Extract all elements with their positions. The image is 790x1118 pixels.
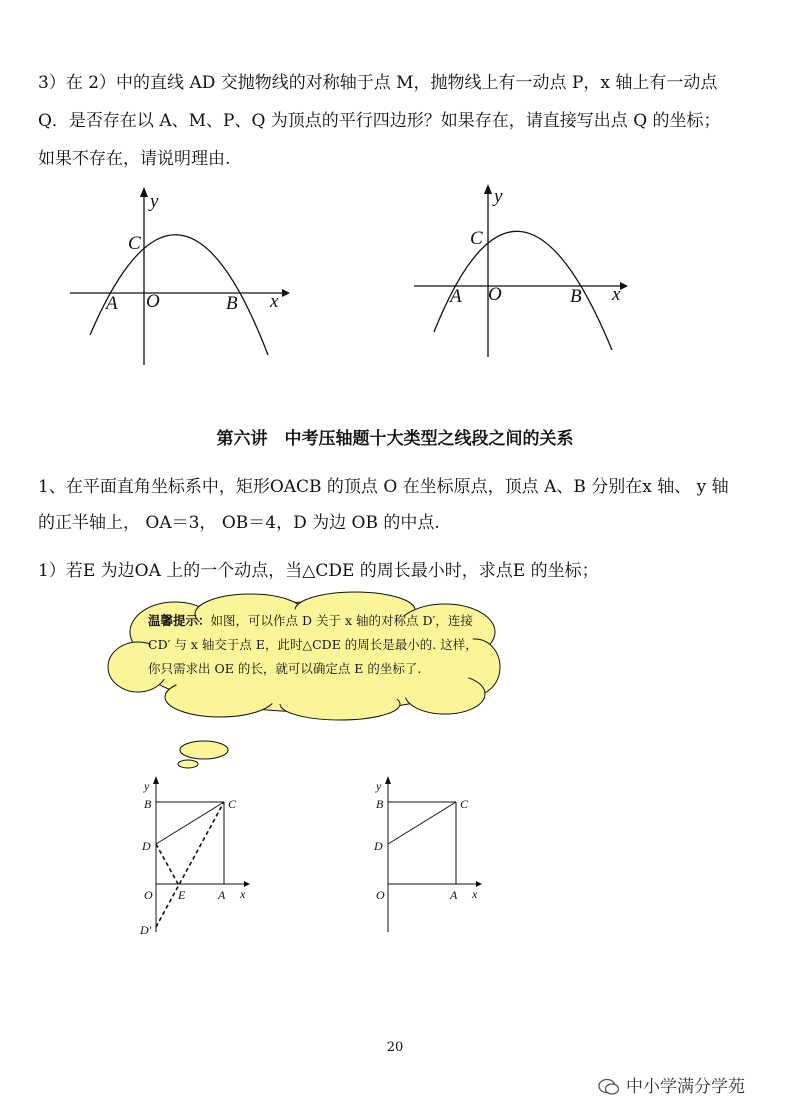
y-axis-label: y: [494, 186, 503, 207]
point-a-label: A: [450, 286, 462, 307]
point-b-label: B: [570, 286, 582, 307]
point-b-label: B: [144, 797, 152, 811]
origin-label: O: [376, 888, 385, 902]
problem1-line1: 1、在平面直角坐标系中，矩形OACB 的顶点 O 在坐标原点，顶点 A、B 分别在x 轴、 y 轴: [38, 477, 729, 497]
y-axis-label: y: [376, 779, 382, 793]
point-d-label: D: [142, 839, 151, 853]
y-axis-label: y: [144, 779, 150, 793]
origin-label: O: [488, 284, 502, 305]
hint-label: 温馨提示：: [148, 613, 211, 628]
point-c-label: C: [470, 228, 483, 249]
rectangle-figure-left: [126, 772, 276, 942]
watermark: [598, 1072, 745, 1097]
rectangle-figure-right: [358, 772, 508, 942]
point-c-label: C: [228, 797, 237, 811]
hint-body: 如图，可以作点 D 关于 x 轴的对称点 D′，连接 CD′ 与 x 轴交于点 E，此时△CDE 的周长是最小的. 这样，你只需求出 OE 的长，就可以确定点 E 的坐标了.: [148, 613, 478, 676]
problem1-sub1: 1）若E 为边OA 上的一个动点，当△CDE 的周长最小时，求点E 的坐标；: [38, 561, 599, 581]
point-a-label: A: [218, 888, 226, 902]
point-d-prime-label: D′: [140, 923, 152, 937]
point-a-label: A: [106, 293, 118, 314]
point-b-label: B: [226, 293, 238, 314]
x-axis-label: x: [472, 887, 478, 901]
point-c-label: C: [128, 233, 141, 254]
section-title: 第六讲 中考压轴题十大类型之线段之间的关系: [216, 429, 574, 449]
parabola-graph-right: [408, 182, 648, 372]
point-a-label: A: [450, 888, 458, 902]
y-axis-label: y: [150, 191, 159, 212]
page-number: 20: [386, 1040, 404, 1055]
watermark-text: 中小学满分学苑: [626, 1077, 745, 1097]
problem3-line2: Q．是否存在以 A、M、P、Q 为顶点的平行四边形？如果存在，请直接写出点 Q 的坐标；: [38, 111, 721, 131]
x-axis-label: x: [270, 291, 279, 312]
wechat-icon: [598, 1078, 620, 1096]
hint-text: [148, 609, 478, 681]
x-axis-label: x: [240, 887, 246, 901]
origin-label: O: [144, 888, 153, 902]
point-d-label: D: [374, 839, 383, 853]
x-axis-label: x: [612, 284, 621, 305]
point-e-label: E: [178, 888, 186, 902]
problem1-line2: 的正半轴上， OA＝3， OB＝4，D 为边 OB 的中点.: [38, 513, 440, 533]
problem3-line1: 3）在 2）中的直线 AD 交抛物线的对称轴于点 M，抛物线上有一动点 P，x 轴上有一动点: [38, 73, 718, 93]
problem3-line3: 如果不存在，请说明理由.: [38, 149, 231, 169]
parabola-graph-left: [60, 185, 300, 375]
origin-label: O: [146, 291, 160, 312]
point-c-label: C: [460, 797, 469, 811]
point-b-label: B: [376, 797, 384, 811]
